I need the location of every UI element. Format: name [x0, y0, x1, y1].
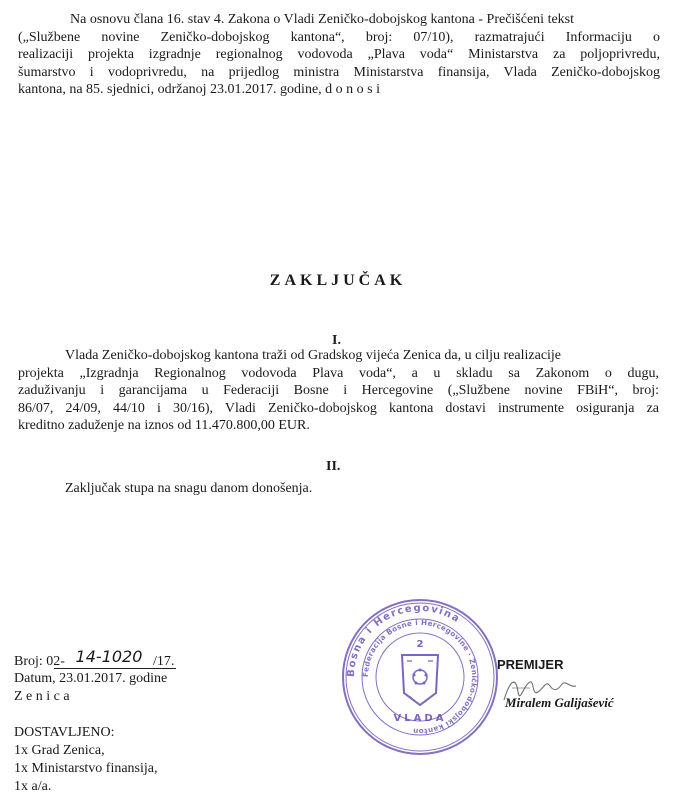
section-1-numeral: I.: [332, 333, 341, 348]
intro-line: („Službene novine Zeničko-dobojskog kantona“, broj: 07/10), razmatrajući Informaciju o: [18, 29, 660, 45]
intro-line: šumarstvo i vodoprivredu, na prijedlog ministra Ministarstva finansija, Vlada Zeničko-dobojskog: [18, 64, 660, 80]
section-1-paragraph: [18, 347, 659, 435]
stamp-outer-text: Bosna i Hercegovina: [345, 602, 463, 678]
section-1-line: 86/07, 24/09, 44/10 i 30/16), Vladi Zeničko-dobojskog kantona dostavi instrumente osiguranja za: [18, 400, 659, 416]
section-2-numeral: II.: [326, 459, 341, 474]
intro-line: realizaciji projekta izgradnje regionalnog vodovoda „Plava voda“ Ministarstva za poljoprivredu,: [18, 47, 660, 62]
section-1-line: Vlada Zeničko-dobojskog kantona traži od Gradskog vijeća Zenica da, u cilju realizacije: [65, 348, 562, 363]
intro-line: Na osnovu člana 16. stav 4. Zakona o Vladi Zeničko-dobojskog kantona - Prečišćeni tekst: [70, 12, 575, 27]
document-title: ZAKLJUČAK: [269, 272, 407, 289]
dostavljeno-item: 1x Ministarstvo finansija,: [14, 761, 158, 776]
stamp-center-label: VLADA: [393, 713, 447, 724]
intro-paragraph: [18, 11, 660, 99]
mjesto-line: Z e n i c a: [14, 689, 70, 704]
stamp-number: 2: [416, 639, 424, 650]
section-1-line: zaduživanju i garancijama u Federaciji Bosne i Hercegovine („Službene novine FBiH“, broj:: [18, 383, 659, 398]
broj-underline: [54, 668, 176, 669]
broj-line: [14, 647, 194, 671]
premijer-title: PREMIJER: [497, 657, 564, 672]
section-2-paragraph: Zaključak stupa na snagu danom donošenja.: [65, 481, 313, 496]
section-1-line: projekta „Izgradnja Regionalnog vodovoda Plava voda“, a u skladu sa Zakonom o dugu,: [18, 365, 659, 381]
broj-suffix: /17.: [152, 654, 175, 669]
section-1-line: kreditno zaduženje na iznos od 11.470.800,00 EUR.: [18, 418, 310, 433]
datum-line: Datum, 23.01.2017. godine: [14, 671, 168, 686]
coat-of-arms-icon: [402, 655, 438, 705]
premijer-name: Miralem Galijašević: [505, 695, 614, 710]
dostavljeno-label: DOSTAVLJENO:: [14, 725, 115, 740]
broj-label: Broj: 02-: [14, 654, 65, 669]
official-stamp: [340, 597, 500, 757]
stamp-inner-text: Federacija Bosne i Hercegovine · Zeničko-dobojski kanton: [360, 617, 480, 737]
intro-line: kantona, na 85. sjednici, održanoj 23.01.2017. godine, d o n o s i: [18, 82, 380, 97]
dostavljeno-item: 1x Grad Zenica,: [14, 743, 105, 758]
dostavljeno-item: 1x a/a.: [14, 779, 52, 794]
broj-handwritten-number: 14-1020: [75, 647, 143, 666]
